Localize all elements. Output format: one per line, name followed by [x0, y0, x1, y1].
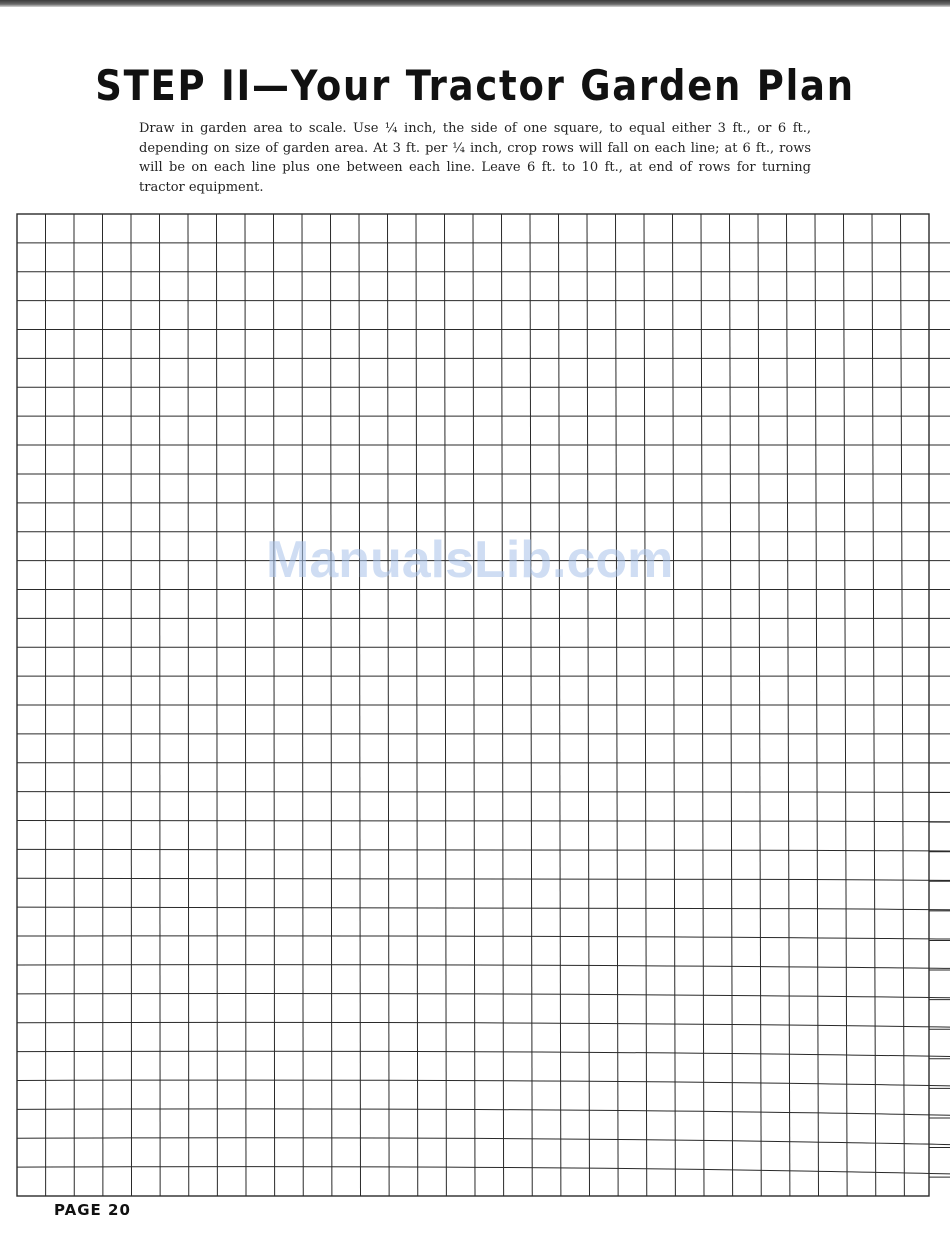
grid-horizontal-line	[17, 907, 950, 911]
watermark: ManualsLib.com	[266, 530, 673, 590]
grid-horizontal-line	[17, 820, 950, 822]
grid-horizontal-line	[17, 936, 950, 941]
grid-horizontal-line	[17, 1080, 950, 1088]
grid-horizontal-line	[17, 849, 950, 851]
grid-horizontal-line	[17, 1051, 950, 1059]
grid-horizontal-line	[17, 1167, 950, 1178]
grid-horizontal-line	[17, 965, 950, 970]
grid-horizontal-line	[17, 994, 950, 1000]
grid-horizontal-line	[17, 878, 950, 881]
grid-horizontal-line	[17, 792, 950, 793]
grid-horizontal-line	[17, 1109, 950, 1118]
grid-horizontal-line	[17, 1022, 950, 1029]
instructions-paragraph: Draw in garden area to scale. Use ¼ inch, the side of one square, to equal either 3 ft., or 6 ft., depending on size of garden area. At 3 ft. per ¼ inch, crop rows will fall on each line; at 6 ft., rows will be on each line plus one between each line. Leave 6 ft. to 10 ft., at end of rows for turning tractor equipment.	[139, 119, 811, 197]
page-title: STEP II—Your Tractor Garden Plan	[57, 58, 893, 114]
page-number: PAGE 20	[54, 1201, 131, 1219]
grid-horizontal-line	[17, 1138, 950, 1148]
